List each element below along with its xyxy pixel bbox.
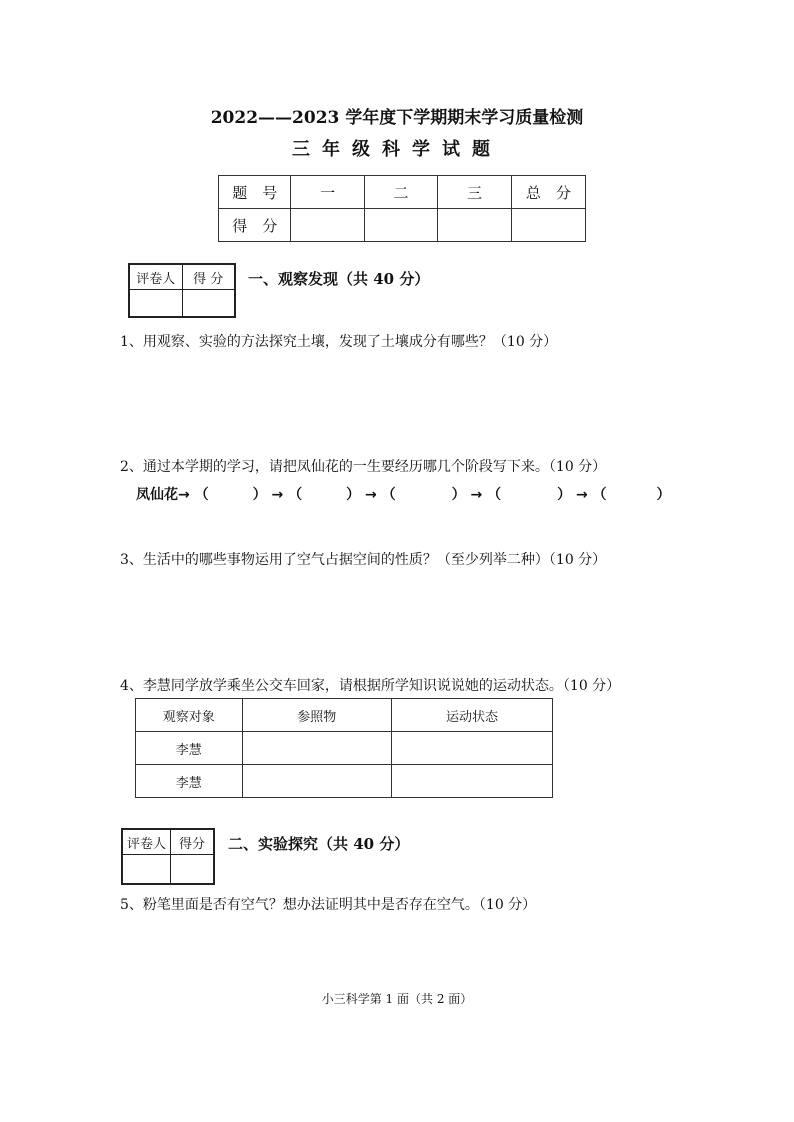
- grade-cell[interactable]: [182, 290, 235, 318]
- grader-label: 评卷人: [129, 264, 182, 290]
- grader-box-2: [121, 828, 215, 885]
- arrow-icon: →: [364, 487, 377, 503]
- grade-label: 得 分: [182, 264, 235, 290]
- page-footer: 小三科学第 1 面（共 2 面）: [321, 992, 473, 1006]
- motion-header-reference: 参照物: [242, 699, 391, 732]
- score-cell-total[interactable]: [511, 209, 585, 242]
- motion-reference-cell[interactable]: [242, 765, 391, 798]
- score-cell-1[interactable]: [291, 209, 364, 242]
- grader-cell[interactable]: [122, 855, 171, 885]
- question-1: 1、用观察、实验的方法探究土壤，发现了土壤成分有哪些？（10 分）: [120, 334, 558, 350]
- score-cell-3[interactable]: [438, 209, 511, 242]
- motion-row-object: 李慧: [136, 732, 243, 765]
- motion-row-object: 李慧: [136, 765, 243, 798]
- score-header-2: 二: [364, 176, 437, 209]
- score-header-1: 一: [291, 176, 364, 209]
- arrow-icon: →: [470, 487, 483, 503]
- stages-start: 凤仙花: [136, 487, 178, 503]
- motion-table: [135, 698, 553, 798]
- arrow-icon: →: [178, 487, 190, 503]
- motion-header-object: 观察对象: [136, 699, 243, 732]
- grade-cell[interactable]: [171, 855, 214, 885]
- exam-title: 2022——2023 学年度下学期期末学习质量检测: [210, 108, 584, 128]
- grader-label: 评卷人: [122, 829, 171, 855]
- score-table: [218, 175, 586, 242]
- section-2-title: 二、实验探究（共 40 分）: [228, 835, 410, 853]
- grader-cell[interactable]: [129, 290, 182, 318]
- score-header-3: 三: [438, 176, 511, 209]
- motion-state-cell[interactable]: [391, 732, 552, 765]
- stages-line: 凤仙花→ （ ） → （ ） → （ ） → （ ） → （ ）: [136, 484, 671, 504]
- score-header-label: 题 号: [219, 176, 291, 209]
- question-3: 3、生活中的哪些事物运用了空气占据空间的性质？（至少列举二种）（10 分）: [120, 552, 607, 568]
- exam-subtitle: 三年级科学试题: [292, 139, 502, 160]
- motion-header-state: 运动状态: [391, 699, 552, 732]
- grader-box-1: [128, 263, 236, 318]
- question-2: 2、通过本学期的学习，请把凤仙花的一生要经历哪几个阶段写下来。（10 分）: [120, 459, 607, 475]
- score-row-label: 得 分: [219, 209, 291, 242]
- motion-state-cell[interactable]: [391, 765, 552, 798]
- score-cell-2[interactable]: [364, 209, 437, 242]
- section-1-title: 一、观察发现（共 40 分）: [248, 270, 430, 288]
- arrow-icon: →: [271, 487, 284, 503]
- question-5: 5、粉笔里面是否有空气？想办法证明其中是否存在空气。（10 分）: [120, 897, 537, 913]
- grade-label: 得分: [171, 829, 214, 855]
- question-4: 4、李慧同学放学乘坐公交车回家，请根据所学知识说说她的运动状态。（10 分）: [120, 678, 621, 694]
- score-header-total: 总 分: [511, 176, 585, 209]
- motion-reference-cell[interactable]: [242, 732, 391, 765]
- arrow-icon: →: [575, 487, 588, 503]
